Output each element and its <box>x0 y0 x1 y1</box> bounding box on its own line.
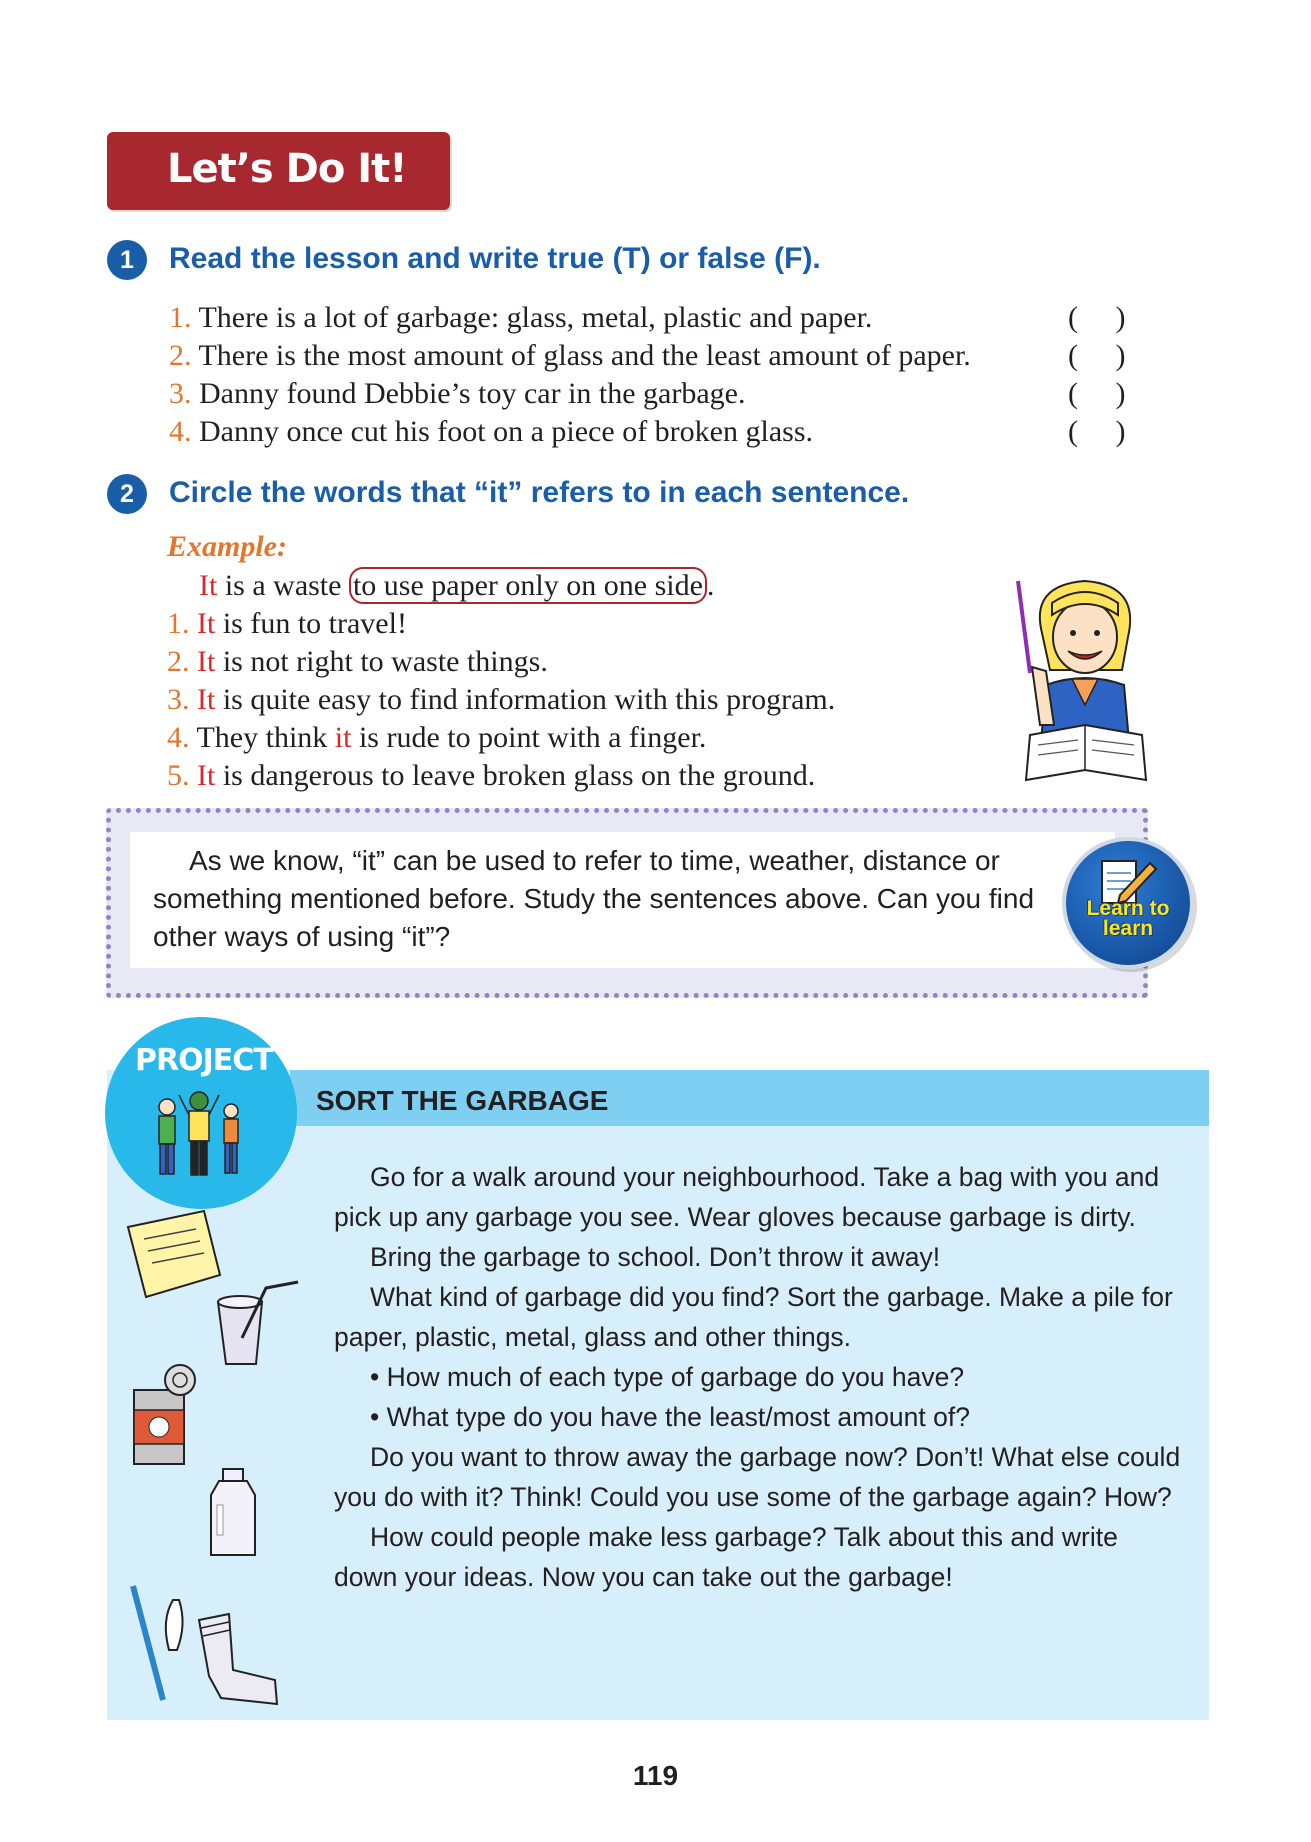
example-label: Example: <box>167 530 287 563</box>
metal-can-illustration <box>128 1362 208 1472</box>
circled-phrase: to use paper only on one side <box>349 567 707 604</box>
exercise-1-item: 4. Danny once cut his foot on a piece of broken glass. <box>169 415 813 448</box>
exercise-2-item: 1. It is fun to travel! <box>167 607 407 640</box>
exercise-2-number: 2 <box>107 474 147 514</box>
exercise-1-item: 2. There is the most amount of glass and the least amount of paper. <box>169 339 971 372</box>
exercise-2-item: 3. It is quite easy to find information with this program. <box>167 683 836 716</box>
learn-to-learn-badge <box>1062 837 1194 969</box>
exercise-2-item: 4. They think it is rude to point with a finger. <box>167 721 707 754</box>
glass-jar-illustration <box>205 1465 265 1565</box>
badge-label: Learn to learn <box>1086 897 1170 940</box>
banner-title: Let’s Do It! <box>167 146 407 192</box>
project-badge <box>105 1017 297 1209</box>
girl-with-book-illustration <box>1010 575 1160 790</box>
answer-box[interactable]: ( ) <box>1068 301 1126 334</box>
exercise-1-item: 3. Danny found Debbie’s toy car in the garbage. <box>169 377 746 410</box>
answer-box[interactable]: ( ) <box>1068 377 1126 410</box>
exercise-1-number: 1 <box>107 240 147 280</box>
kids-illustration <box>149 1089 249 1181</box>
page-number: 119 <box>632 1760 679 1791</box>
exercise-2-item: 2. It is not right to waste things. <box>167 645 548 678</box>
learn-note-text: As we know, “it” can be used to refer to time, weather, distance or something mentioned before. Study the sentences above. Can you find other ways of using “it”? <box>153 845 1035 952</box>
answer-box[interactable]: ( ) <box>1068 339 1126 372</box>
exercise-1-heading: Read the lesson and write true (T) or false (F). <box>169 242 821 275</box>
question-bullet: • What type do you have the least/most amount of? <box>370 1402 970 1432</box>
project-title: SORT THE GARBAGE <box>316 1085 609 1116</box>
exercise-2-heading: Circle the words that “it” refers to in each sentence. <box>169 476 910 509</box>
example-sentence: It is a waste to use paper only on one side . <box>199 569 715 602</box>
lets-do-it-banner <box>107 132 450 210</box>
question-bullet: • How much of each type of garbage do you have? <box>370 1362 965 1392</box>
answer-box[interactable]: ( ) <box>1068 415 1126 448</box>
plastic-cup-illustration <box>210 1278 305 1373</box>
project-instructions: Go for a walk around your neighbourhood. Take a bag with you and pick up any garbage you see. Wear gloves because garbage is dirty. Bring the garbage to school. Don’t throw it away! What kind of garbage did you find? Sort the garbage. Make a pile for paper, plastic, metal, glass and other things. • How much of each type of garbage do you have? • What type do you have the least/most amount of? Do you want to throw away the garbage now? Don’t! What else could you do with it? Think! Could you use some of the garbage again? How? How could people make less garbage? Talk about this and write down your ideas. Now you can take out the garbage! <box>334 1157 1184 1597</box>
project-label: PROJECT <box>135 1043 273 1078</box>
exercise-1-item: 1. There is a lot of garbage: glass, metal, plastic and paper. <box>169 301 873 334</box>
pen-and-sock-illustration <box>125 1580 300 1710</box>
exercise-2-item: 5. It is dangerous to leave broken glass on the ground. <box>167 759 816 792</box>
